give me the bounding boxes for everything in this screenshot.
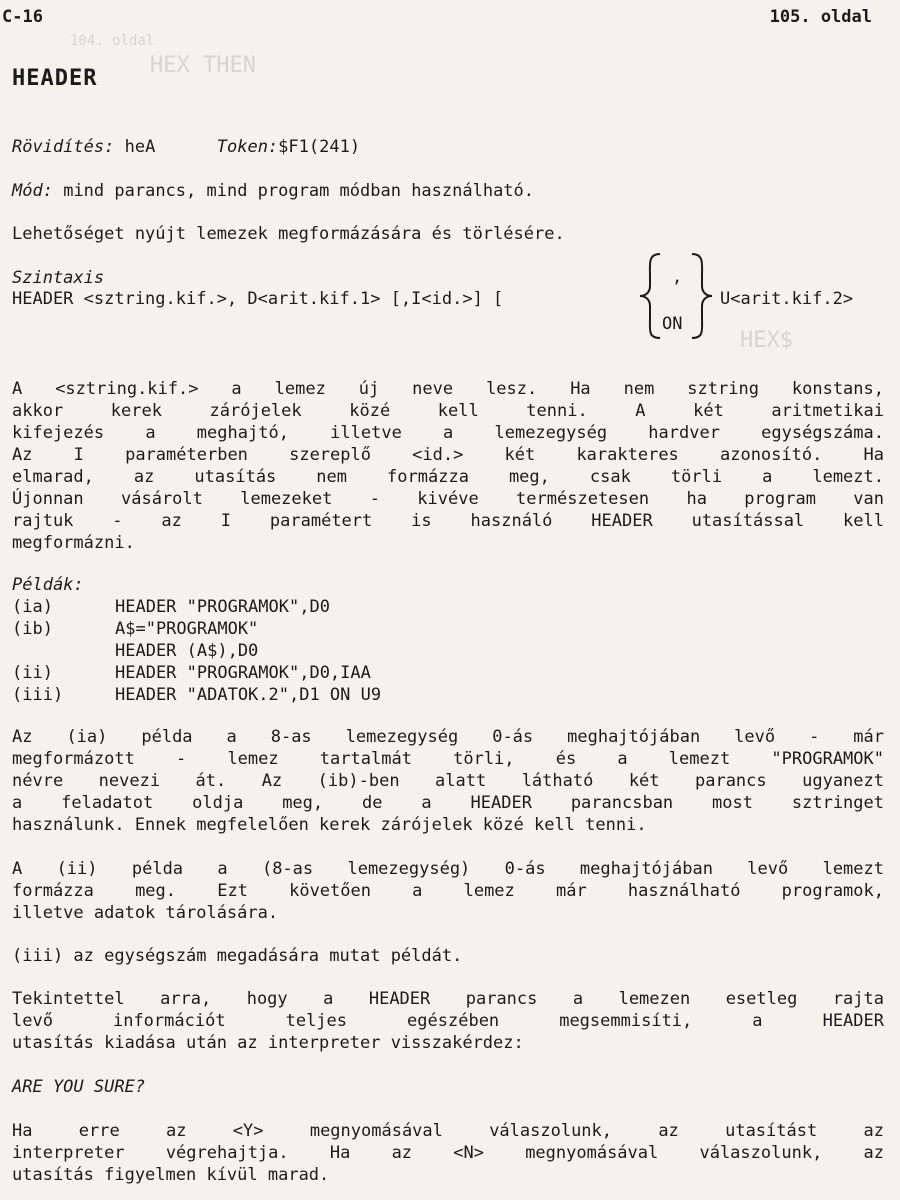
example-tag: (ii) — [12, 663, 53, 683]
token-value: $F1(241) — [278, 137, 361, 157]
description-paragraph — [12, 378, 884, 554]
token-label: Token: — [216, 137, 279, 157]
text-line: kifejezés a meghajtó, illetve a lemezegység hardver egységszáma. — [12, 423, 884, 443]
warning-paragraph — [12, 988, 884, 1054]
example-tag: (ia) — [12, 597, 53, 617]
text-line: megformázni. — [12, 533, 135, 553]
mode-label: Mód: — [12, 181, 53, 201]
example-tag: (iii) — [12, 685, 64, 705]
text-line: megformázott - lemez tartalmát törli, és a lemezt "PROGRAMOK" — [12, 749, 884, 769]
mode-value: mind parancs, mind program módban használható. — [63, 181, 535, 201]
bleed-through-text: HEX THEN — [150, 53, 256, 78]
examples-label: Példák: — [12, 575, 84, 595]
text-line: elmarad, az utasítás nem formázza meg, csak törli a lemezt. — [12, 467, 884, 487]
final-paragraph — [12, 1120, 884, 1186]
text-line: Az I paraméterben szereplő <id.> két karakteres azonosító. Ha — [12, 445, 884, 465]
text-line: a feladatot oldja meg, de a HEADER parancsban most sztringet — [12, 793, 884, 813]
example-ia-explanation — [12, 726, 884, 836]
text-line: Ha erre az <Y> megnyomásával válaszolunk, az utasítást az — [12, 1121, 884, 1141]
right-brace — [692, 254, 712, 338]
example-code: HEADER "PROGRAMOK",D0,IAA — [115, 663, 371, 683]
text-line: levő információt teljes egészében megsemmisíti, a HEADER — [12, 1011, 884, 1031]
text-line: A <sztring.kif.> a lemez új neve lesz. Ha nem sztring konstans, — [12, 379, 884, 399]
syntax-option-comma: , — [672, 267, 683, 287]
left-brace — [640, 254, 660, 338]
text-line: A (ii) példa a (8-as lemezegység) 0-ás meghajtójában levő lemezt — [12, 859, 884, 879]
page-title: HEADER — [12, 66, 98, 91]
text-line: Újonnan vásárolt lemezeket - kivéve természetesen ha program van — [12, 489, 884, 509]
text-line: Az (ia) példa a 8-as lemezegység 0-ás meghajtójában levő - már — [12, 727, 884, 747]
bleed-through-text: HEX$ — [740, 328, 793, 353]
text-line: akkor kerek zárójelek közé kell tenni. A két aritmetikai — [12, 401, 884, 421]
abbreviation-value: heA — [124, 137, 156, 157]
text-line: Tekintettel arra, hogy a HEADER parancs a lemezen esetleg rajta — [12, 989, 884, 1009]
abbreviation-label: Rövidítés: — [12, 137, 115, 157]
text-line: utasítás kiadása után az interpreter visszakérdez: — [12, 1033, 524, 1053]
page-label: C-16 — [2, 7, 43, 27]
example-ii-explanation — [12, 858, 884, 924]
text-line: illetve adatok tárolására. — [12, 903, 279, 923]
example-code: HEADER "ADATOK.2",D1 ON U9 — [115, 685, 382, 705]
text-line: használunk. Ennek megfelelően kerek zárójelek közé kell tenni. — [12, 815, 647, 835]
syntax-option-on: ON — [662, 314, 683, 334]
page-number: 105. oldal — [769, 7, 872, 27]
syntax-label: Szintaxis — [12, 268, 105, 288]
syntax-main: HEADER <sztring.kif.>, D<arit.kif.1> [,I<id.>] [ — [12, 289, 504, 309]
text-line: utasítás figyelmen kívül marad. — [12, 1165, 330, 1185]
example-code: A$="PROGRAMOK" — [115, 619, 259, 639]
example-code: HEADER (A$),D0 — [115, 641, 259, 661]
abbreviation-line — [12, 136, 360, 158]
example-code: HEADER "PROGRAMOK",D0 — [115, 597, 330, 617]
bleed-through-text: 104. oldal — [70, 33, 155, 49]
example-tag: (ib) — [12, 619, 53, 639]
confirmation-prompt: ARE YOU SURE? — [12, 1077, 146, 1097]
intro-text: Lehetőséget nyújt lemezek megformázására és törlésére. — [12, 224, 565, 244]
text-line: névre nevezi át. Az (ib)-ben alatt látható két parancs ugyanezt — [12, 771, 884, 791]
text-line: interpreter végrehajtja. Ha az <N> megnyomásával válaszolunk, az — [12, 1143, 884, 1163]
text-line: rajtuk - az I paramétert is használó HEADER utasítással kell — [12, 511, 884, 531]
example-iii-explanation: (iii) az egységszám megadására mutat példát. — [12, 946, 463, 966]
syntax-tail: U<arit.kif.2> — [720, 289, 854, 309]
mode-line — [12, 180, 534, 202]
text-line: formázza meg. Ezt követően a lemez már használható programok, — [12, 881, 884, 901]
